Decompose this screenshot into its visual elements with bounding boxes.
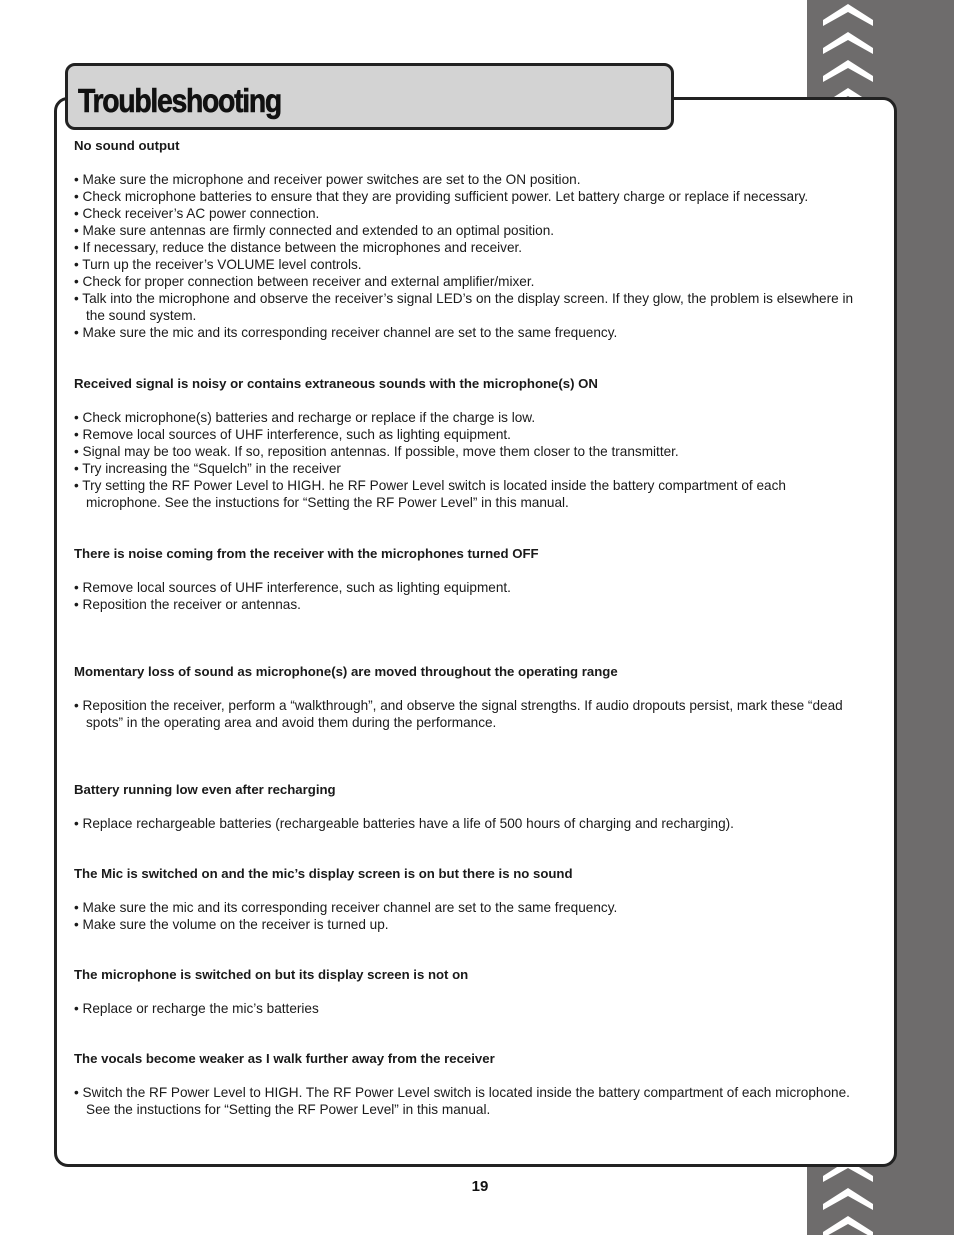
chevron-up-icon bbox=[823, 4, 873, 26]
section-heading: The Mic is switched on and the mic’s display screen is on but there is no sound bbox=[74, 866, 573, 881]
bullet-list bbox=[74, 815, 864, 832]
section-heading: Received signal is noisy or contains extraneous sounds with the microphone(s) ON bbox=[74, 376, 598, 391]
chevron-up-icon bbox=[823, 32, 873, 54]
section-heading: The microphone is switched on but its display screen is not on bbox=[74, 967, 469, 982]
chevron-up-icon bbox=[823, 60, 873, 82]
section-vocals-weaker bbox=[74, 1050, 864, 1118]
section-momentary-loss bbox=[74, 663, 864, 731]
bullet-item: • Replace rechargeable batteries (rechargeable batteries have a life of 500 hours of charging and recharging). bbox=[74, 815, 864, 832]
bullet-item: • Check microphone(s) batteries and recharge or replace if the charge is low. bbox=[74, 409, 864, 426]
bullet-item: • Make sure the mic and its corresponding receiver channel are set to the same frequency. bbox=[74, 324, 864, 341]
troubleshooting-list bbox=[74, 137, 864, 1118]
bullet-item: • Replace or recharge the mic’s batteries bbox=[74, 1000, 864, 1017]
bullet-item: • Remove local sources of UHF interference, such as lighting equipment. bbox=[74, 579, 864, 596]
bullet-item: • Switch the RF Power Level to HIGH. The RF Power Level switch is located inside the battery compartment of each microphone. See the instuctions for “Setting the RF Power Level” in this manual. bbox=[74, 1084, 864, 1118]
page-title: Troubleshooting bbox=[78, 82, 281, 119]
bullet-list bbox=[74, 409, 864, 511]
bullet-item: • Try increasing the “Squelch” in the receiver bbox=[74, 460, 864, 477]
bullet-list bbox=[74, 899, 864, 933]
bullet-item: • Make sure the microphone and receiver power switches are set to the ON position. bbox=[74, 171, 864, 188]
bullet-item: • Reposition the receiver, perform a “walkthrough”, and observe the signal strengths. If audio dropouts persist, mark these “dead spots” in the operating area and avoid them during the performance. bbox=[74, 697, 864, 731]
section-noise-mics-off bbox=[74, 545, 864, 613]
section-heading: Battery running low even after recharging bbox=[74, 782, 336, 797]
bullet-list bbox=[74, 1000, 864, 1017]
page-number bbox=[0, 1178, 954, 1195]
bullet-item: • Reposition the receiver or antennas. bbox=[74, 596, 864, 613]
section-mic-on-no-sound bbox=[74, 865, 864, 933]
bullet-item: • Make sure antennas are firmly connected and extended to an optimal position. bbox=[74, 222, 864, 239]
bullet-list bbox=[74, 1084, 864, 1118]
bullet-item: • Try setting the RF Power Level to HIGH. he RF Power Level switch is located inside the battery compartment of each microphone. See the instuctions for “Setting the RF Power Level” in this manual. bbox=[74, 477, 864, 511]
bullet-item: • Turn up the receiver’s VOLUME level controls. bbox=[74, 256, 864, 273]
bullet-item: • Remove local sources of UHF interference, such as lighting equipment. bbox=[74, 426, 864, 443]
bullet-list bbox=[74, 697, 864, 731]
section-noisy-signal bbox=[74, 375, 864, 511]
bullet-item: • If necessary, reduce the distance between the microphones and receiver. bbox=[74, 239, 864, 256]
bullet-item: • Make sure the volume on the receiver is turned up. bbox=[74, 916, 864, 933]
bullet-list bbox=[74, 171, 864, 341]
section-heading: Momentary loss of sound as microphone(s) are moved throughout the operating range bbox=[74, 664, 618, 679]
bullet-item: • Make sure the mic and its corresponding receiver channel are set to the same frequency. bbox=[74, 899, 864, 916]
bullet-item: • Check receiver’s AC power connection. bbox=[74, 205, 864, 222]
bullet-item: • Signal may be too weak. If so, reposition antennas. If possible, move them closer to the transmitter. bbox=[74, 443, 864, 460]
bullet-item: • Talk into the microphone and observe the receiver’s signal LED’s on the display screen. If they glow, the problem is elsewhere in the sound system. bbox=[74, 290, 864, 324]
bullet-item: • Check microphone batteries to ensure that they are providing sufficient power. Let battery charge or replace if necessary. bbox=[74, 188, 864, 205]
section-heading: No sound output bbox=[74, 138, 180, 153]
section-heading: There is noise coming from the receiver with the microphones turned OFF bbox=[74, 546, 539, 561]
section-display-not-on bbox=[74, 966, 864, 1017]
section-heading: The vocals become weaker as I walk further away from the receiver bbox=[74, 1051, 495, 1066]
page-number-label: 19 bbox=[471, 1178, 489, 1195]
bullet-item: • Check for proper connection between receiver and external amplifier/mixer. bbox=[74, 273, 864, 290]
section-no-sound-output bbox=[74, 137, 864, 341]
section-battery-low bbox=[74, 781, 864, 832]
bullet-list bbox=[74, 579, 864, 613]
